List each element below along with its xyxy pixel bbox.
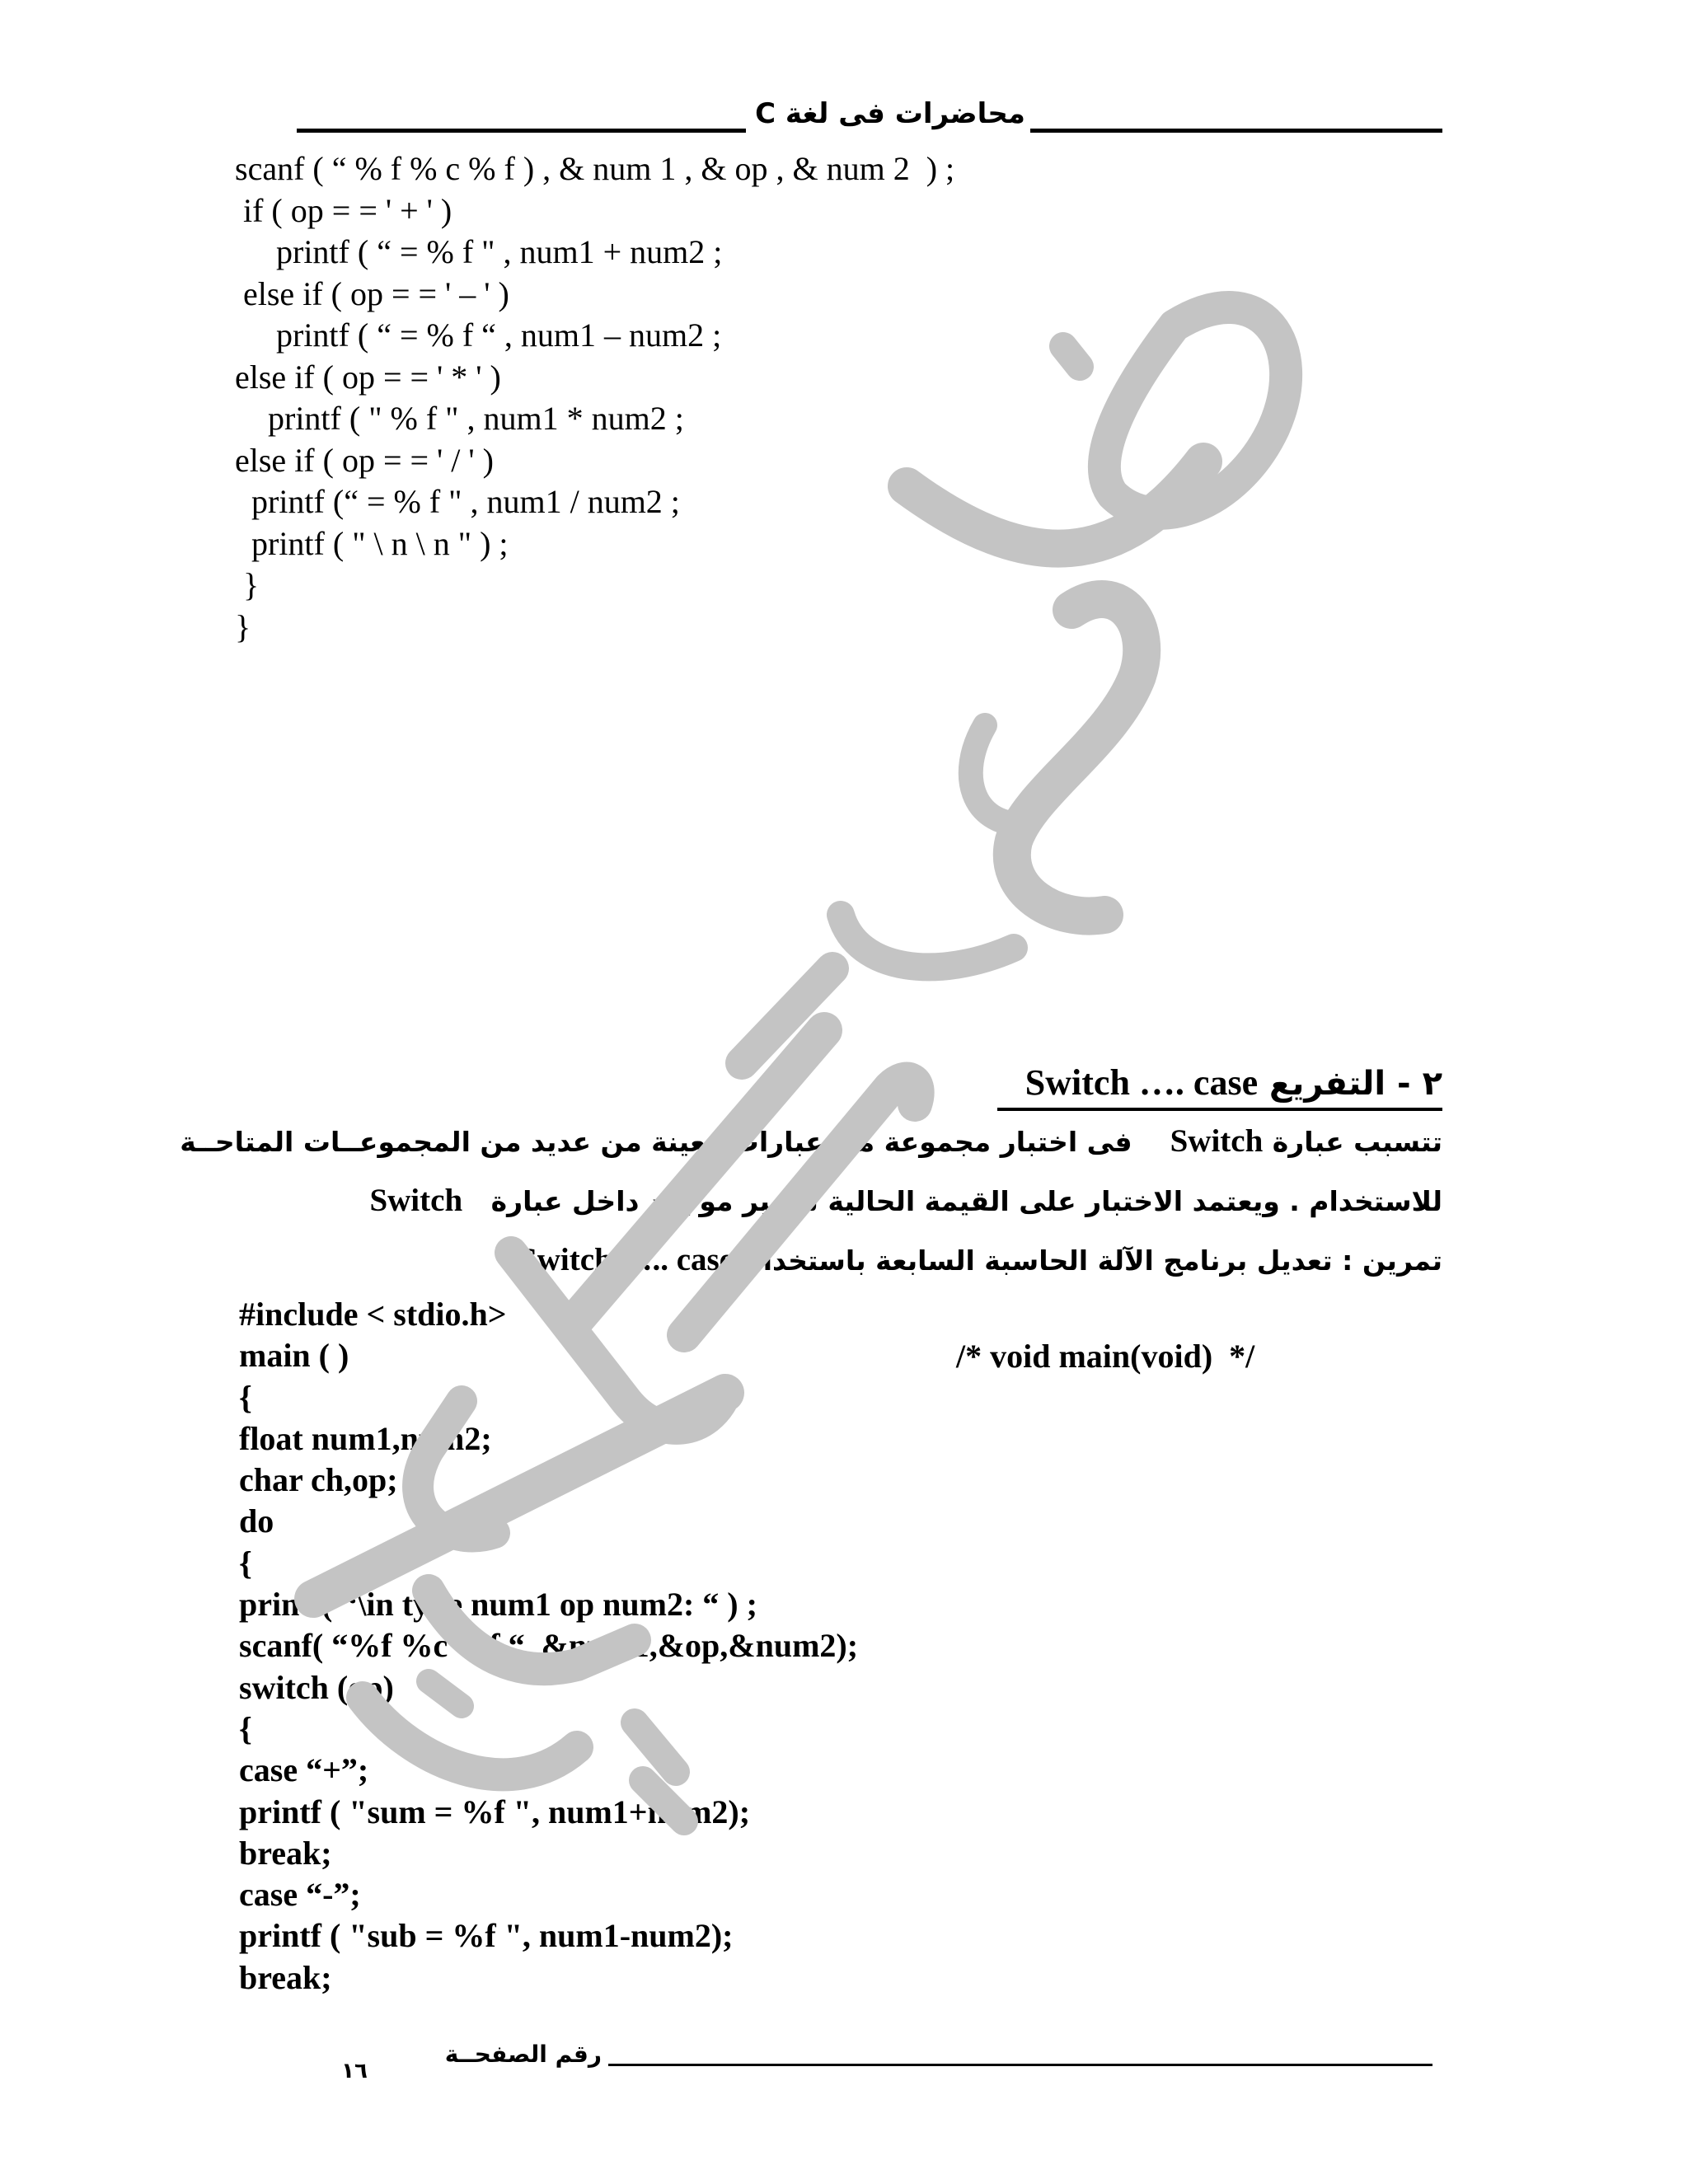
code-line: { [239, 1378, 252, 1416]
section-heading-ar: ٢ - التفريع [1269, 1065, 1442, 1103]
code-line: } [235, 566, 260, 603]
code-line: else if ( op = = ' / ' ) [235, 441, 494, 479]
paragraph-line-2 [231, 1182, 1442, 1219]
code-block-1 [235, 148, 1142, 648]
header-title: محاضرات فى لغة C [755, 97, 1025, 130]
code-line: do [239, 1502, 274, 1540]
code-line: else if ( op = = ' – ' ) [235, 274, 509, 312]
para1-before: تتسبب عبارة [1272, 1126, 1442, 1158]
code-line: printf ( "sub = %f ", num1-num2); [239, 1917, 734, 1955]
watermark-stroke [841, 915, 1014, 967]
header-rule-right [1030, 129, 1442, 133]
para2-text: للاستخدام . ويعتمد الاختبار على القيمة الحالية لتعيير موجود داخل عبارة [490, 1185, 1442, 1217]
code-line: main ( ) [239, 1337, 349, 1375]
code-line: case “+”; [239, 1751, 369, 1789]
code-line: break; [239, 1834, 332, 1872]
exercise-keyword: Switch ….. case [519, 1242, 734, 1277]
para1-after: فى اختبار مجموعة من عبارات معينة من عديد من المجموعــات المتاحــة [180, 1126, 1132, 1158]
code-line: char ch,op; [239, 1461, 398, 1499]
watermark-stroke [742, 968, 832, 1063]
code-line: { [239, 1709, 252, 1747]
footer-label: رقم الصفحــة [444, 2041, 602, 2068]
code-block-2 [239, 1294, 1393, 1999]
code-line: #include < stdio.h> [239, 1296, 507, 1333]
code-line: printf( “\in type num1 op num2: “ ) ; [239, 1586, 757, 1624]
paragraph-line-1 [180, 1122, 1442, 1160]
code-line: else if ( op = = ' * ' ) [235, 358, 501, 396]
para1-keyword: Switch [1170, 1123, 1264, 1159]
code-line: printf ( "sum = %f ", num1+num2); [239, 1793, 751, 1830]
code-line: break; [239, 1958, 332, 1996]
code-line: float num1,num2; [239, 1419, 492, 1457]
watermark-stroke [971, 725, 1022, 824]
code-line: scanf( “%f %c %f “, &num1,&op,&num2); [239, 1627, 859, 1665]
code-line: } [235, 607, 251, 645]
code-line: { [239, 1544, 252, 1582]
page-number: ١٦ [341, 2059, 368, 2083]
code-line: if ( op = = ' + ' ) [235, 191, 452, 229]
exercise-label: تمرين : تعديل برنامج الآلة الحاسبة السابعة باستخدام [743, 1244, 1442, 1277]
code-comment: /* void main(void) */ [956, 1338, 1255, 1375]
code-line: printf ( “ = % f " , num1 + num2 ; [235, 233, 723, 270]
code-line: printf ( " % f " , num1 * num2 ; [235, 400, 684, 437]
para2-keyword: Switch [369, 1183, 463, 1218]
exercise-line [231, 1241, 1442, 1278]
footer-rule [608, 2064, 1432, 2066]
section-heading-en: Switch …. case [1025, 1062, 1259, 1103]
code-line: printf ( " \ n \ n " ) ; [235, 524, 509, 562]
code-line: printf (“ = % f " , num1 / num2 ; [235, 483, 680, 520]
code-line: scanf ( “ % f % c % f ) , & num 1 , & op , & num 2 ) ; [235, 150, 955, 187]
header-rule-left [297, 129, 746, 133]
code-line: switch (op) [239, 1668, 394, 1706]
code-line: printf ( “ = % f “ , num1 – num2 ; [235, 316, 722, 354]
code-line: case “-”; [239, 1876, 361, 1914]
section-heading [997, 1062, 1442, 1111]
